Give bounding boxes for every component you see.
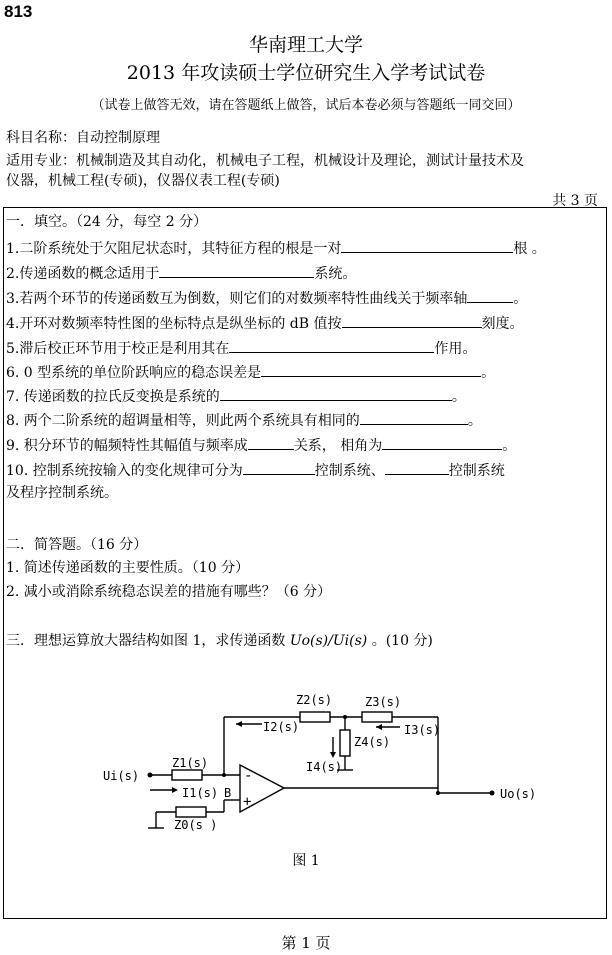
section1-heading: 一．填空。（24 分，每空 2 分） [6, 214, 208, 230]
exam-code: 813 [4, 2, 33, 21]
university-name: 华南理工大学 [248, 34, 363, 56]
question-10-continued: 及程序控制系统。 [6, 485, 118, 501]
z2-resistor [300, 712, 330, 722]
i1-label: I1(s) [182, 786, 219, 800]
z1-resistor [172, 770, 202, 780]
question-5-text: 5.滞后校正环节用于校正是利用其在 [6, 341, 230, 357]
section2-heading: 二．简答题。（16 分） [6, 537, 148, 553]
i2-label: I2(s) [263, 720, 300, 734]
i3-label: I3(s) [404, 723, 441, 737]
section3-prefix: 三．理想运算放大器结构如图 1，求传递函数 [6, 633, 290, 649]
arrow-head [236, 721, 242, 727]
majors-line-2: 仪器，机械工程(专硕)，仪器仪表工程(专硕) [6, 173, 280, 189]
question-7-text: 7. 传递函数的拉氏反变换是系统的 [6, 389, 220, 405]
z2-label: Z2(s) [296, 693, 333, 707]
question-9-tail: 。 [502, 438, 517, 454]
exam-notice: （试卷上做答无效，请在答题纸上做答，试后本卷必须与答题纸一同交回） [91, 98, 521, 113]
output-terminal [490, 791, 495, 796]
question-4-tail: 刻度。 [481, 316, 524, 332]
z4-label: Z4(s) [354, 735, 391, 749]
question-1-text: 1.二阶系统处于欠阻尼状态时，其特征方程的根是一对 [6, 241, 342, 257]
b-node-label: B [224, 786, 232, 800]
page-count: 共 3 页 [552, 193, 598, 209]
question-3-tail: 。 [513, 291, 528, 307]
question-10-text: 10. 控制系统按输入的变化规律可分为 [6, 463, 243, 479]
section2-question-1: 1. 简述传递函数的主要性质。（10 分） [6, 560, 250, 576]
question-3-text: 3.若两个环节的传递函数互为倒数，则它们的对数频率特性曲线关于频率轴 [6, 291, 468, 307]
z0-resistor [176, 807, 206, 817]
question-10-mid: 控制系统、 [314, 463, 385, 479]
z3-resistor [362, 712, 392, 722]
z4-resistor [340, 730, 350, 756]
question-9-text: 9. 积分环节的幅频特性其幅值与频率成 [6, 438, 248, 454]
arrow-head [376, 724, 382, 730]
question-5-tail: 作用。 [434, 341, 477, 357]
junction-dot [343, 715, 347, 719]
question-9-mid: 关系， 相角为 [293, 438, 383, 454]
z3-label: Z3(s) [365, 695, 402, 709]
opamp-minus: - [244, 768, 253, 784]
section3-formula: Uo(s)/Ui(s) [289, 633, 368, 649]
question-1-tail: 根 。 [513, 241, 546, 257]
question-10-tail: 控制系统 [448, 463, 505, 479]
input-terminal [148, 773, 153, 778]
subject-name: 科目名称：自动控制原理 [6, 130, 160, 146]
question-8-text: 8. 两个二阶系统的超调量相等，则此两个系统具有相同的 [6, 413, 360, 429]
question-8-tail: 。 [467, 413, 482, 429]
section3-suffix: 。(10 分) [367, 633, 433, 649]
question-6-tail: 。 [481, 365, 496, 381]
question-2-text: 2.传递函数的概念适用于 [6, 266, 160, 282]
section2-question-2: 2. 减小或消除系统稳态误差的措施有哪些？（6 分） [6, 584, 332, 600]
uo-label: Uo(s) [500, 787, 537, 801]
opamp-plus: + [243, 794, 252, 810]
question-2-tail: 系统。 [314, 266, 357, 282]
z1-label: Z1(s) [172, 756, 209, 770]
arrow-head [172, 787, 178, 793]
z0-label: Z0(s ) [174, 818, 218, 832]
majors-line-1: 适用专业：机械制造及其自动化，机械电子工程，机械设计及理论，测试计量技术及 [6, 153, 524, 169]
arrow-head [330, 752, 336, 758]
page-footer: 第 1 页 [281, 934, 331, 952]
i4-label: I4(s) [306, 760, 343, 774]
exam-title: 2013 年攻读硕士学位研究生入学考试试卷 [126, 62, 486, 84]
figure-caption: 图 1 [292, 853, 320, 869]
question-4-text: 4.开环对数频率特性图的坐标特点是纵坐标的 dB 值按 [6, 316, 342, 332]
junction-dot [436, 791, 440, 795]
ui-label: Ui(s) [103, 769, 140, 783]
question-7-tail: 。 [451, 389, 466, 405]
junction-dot [222, 773, 226, 777]
question-6-text: 6. 0 型系统的单位阶跃响应的稳态误差是 [6, 365, 262, 381]
